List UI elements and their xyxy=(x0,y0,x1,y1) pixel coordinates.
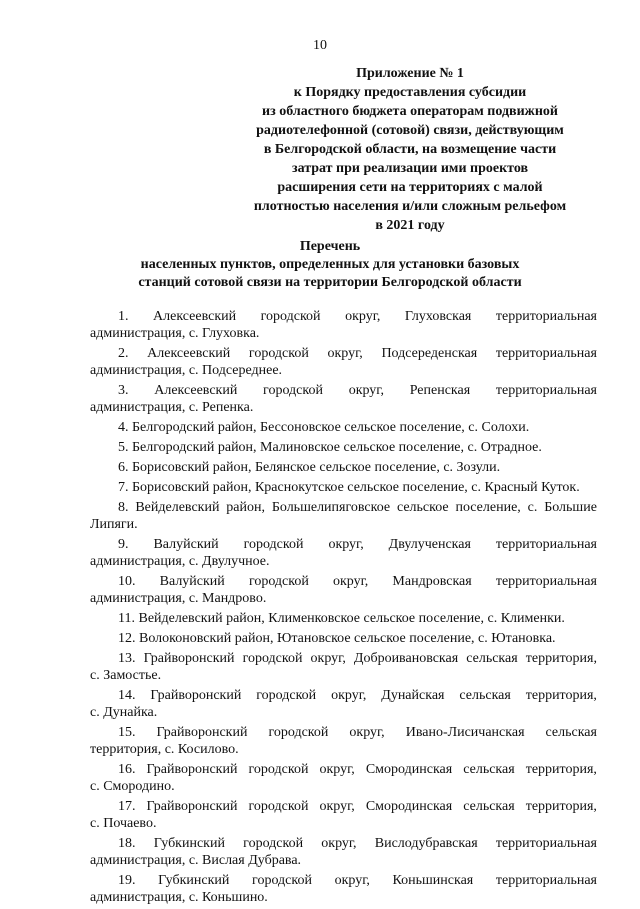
list-item-first-line xyxy=(118,798,597,815)
list-item-continuation: администрация, с. Репенка. xyxy=(90,400,254,415)
list-item-word: 17. xyxy=(118,799,136,814)
list-item-word: округ, xyxy=(331,688,367,703)
list-item-word: 13. xyxy=(118,651,136,666)
list-item-word: округ, xyxy=(334,873,370,888)
list-item-word: Алексеевский xyxy=(147,346,231,361)
list-item-word: Грайворонский xyxy=(146,799,238,814)
list-item-first-line: 12. Волоконовский район, Ютановское сельское поселение, с. Ютановка. xyxy=(118,631,556,646)
list-item-word: округ, xyxy=(349,725,385,740)
list-item xyxy=(90,761,597,795)
list-item-continuation: с. Почаево. xyxy=(90,816,157,831)
list-item-word: сельская xyxy=(459,688,511,703)
list-item-word: городской xyxy=(248,799,309,814)
list-item-word: сельская xyxy=(463,762,515,777)
list-item-continuation: Липяги. xyxy=(90,517,138,532)
list-item xyxy=(90,308,597,342)
title-heading: Перечень xyxy=(299,239,361,254)
list-item xyxy=(90,724,597,758)
appendix-line: в Белгородской области, на возмещение части xyxy=(263,142,557,157)
list-item-word: сельская xyxy=(545,725,597,740)
list-item-first-line: 6. Борисовский район, Белянское сельское поселение, с. Зозули. xyxy=(118,460,501,475)
list-item-first-line xyxy=(118,761,597,778)
list-item xyxy=(90,798,597,832)
list-item-first-line xyxy=(118,536,597,553)
list-item-first-line xyxy=(118,382,597,399)
list-item-word: Смородинская xyxy=(365,762,453,777)
list-item-word: 14. xyxy=(118,688,136,703)
document-title xyxy=(70,238,590,292)
list-item-word: Валуйский xyxy=(159,574,225,589)
list-item-continuation: администрация, с. Двулучное. xyxy=(90,554,270,569)
list-item xyxy=(90,345,597,379)
list-item-word: городской xyxy=(243,537,304,552)
list-item-word: городской xyxy=(268,725,329,740)
list-item-word: Репенская xyxy=(409,383,471,398)
list-item-word: Глуховская xyxy=(404,309,472,324)
list-item-word: Большие xyxy=(544,500,597,515)
list-item-word: территориальная xyxy=(495,346,597,361)
list-item-first-line xyxy=(118,650,597,667)
list-item xyxy=(90,610,597,627)
list-item-word: Коньшинская xyxy=(392,873,474,888)
list-item-word: городской xyxy=(256,688,317,703)
list-item-word: округ, xyxy=(327,346,363,361)
list-item xyxy=(90,687,597,721)
list-item-word: территориальная xyxy=(495,873,597,888)
list-item-first-line xyxy=(118,345,597,362)
appendix-line: расширения сети на территориях с малой xyxy=(277,180,543,195)
list-item-word: Мандровская xyxy=(392,574,472,589)
list-item-word: Грайворонский xyxy=(150,688,242,703)
list-item-word: округ, xyxy=(348,383,384,398)
list-item-word: округ, xyxy=(333,574,369,589)
list-item-first-line: 11. Вейделевский район, Клименковское сельское поселение, с. Клименки. xyxy=(118,611,565,626)
list-item-word: 15. xyxy=(118,725,136,740)
appendix-line: в 2021 году xyxy=(375,218,445,233)
list-item-word: 3. xyxy=(118,383,129,398)
list-item-word: территориальная xyxy=(495,537,597,552)
list-item xyxy=(90,479,597,496)
page-number: 10 xyxy=(313,38,327,53)
list-item-word: округ, xyxy=(321,836,357,851)
list-item-word: Большелипяговское xyxy=(271,500,391,515)
list-item-first-line xyxy=(118,687,597,704)
list-item-word: городской xyxy=(242,651,303,666)
list-item xyxy=(90,459,597,476)
list-item-continuation: с. Смородино. xyxy=(90,779,175,794)
list-item-first-line xyxy=(118,835,597,852)
list-item-word: территория, xyxy=(525,651,597,666)
list-item-continuation: администрация, с. Глуховка. xyxy=(90,326,260,341)
list-item xyxy=(90,439,597,456)
list-item-first-line xyxy=(118,573,597,590)
list-item-word: Вислодубравская xyxy=(374,836,478,851)
list-item-word: территория, xyxy=(525,688,597,703)
list-item-continuation: с. Замостье. xyxy=(90,668,162,683)
list-item-word: округ, xyxy=(328,537,364,552)
list-item-word: Вейделевский xyxy=(135,500,220,515)
list-item-word: Ивано-Лисичанская xyxy=(405,725,525,740)
list-item-word: городской xyxy=(263,383,323,398)
list-item-word: с. xyxy=(527,500,538,515)
list-item-word: Губкинский xyxy=(158,873,230,888)
list-item-word: округ, xyxy=(319,762,355,777)
list-item-word: 10. xyxy=(118,574,136,589)
list-item xyxy=(90,536,597,570)
list-item-word: Дунайская xyxy=(381,688,445,703)
list-item-word: территория, xyxy=(525,762,597,777)
list-item xyxy=(90,573,597,607)
list-item-word: территориальная xyxy=(495,836,597,851)
appendix-line: из областного бюджета операторам подвижной xyxy=(262,104,558,119)
list-item-first-line xyxy=(118,724,597,741)
list-item-word: городской xyxy=(248,346,309,361)
list-item-word: округ, xyxy=(319,799,355,814)
list-item-word: городской xyxy=(243,836,304,851)
appendix-line: к Порядку предоставления субсидии xyxy=(293,85,527,100)
list-item-word: Грайворонский xyxy=(146,762,238,777)
list-item-word: 1. xyxy=(118,309,129,324)
list-item-continuation: администрация, с. Мандрово. xyxy=(90,591,267,606)
list-item-word: округ, xyxy=(310,651,346,666)
list-item-word: городской xyxy=(252,873,312,888)
list-item-word: Алексеевский xyxy=(153,309,237,324)
list-item-word: территория, xyxy=(525,799,597,814)
list-item-word: Доброивановская xyxy=(353,651,459,666)
list-item-first-line: 5. Белгородский район, Малиновское сельское поселение, с. Отрадное. xyxy=(118,440,542,455)
list-item-first-line: 4. Белгородский район, Бессоновское сельское поселение, с. Солохи. xyxy=(118,420,530,435)
list-item-word: Подсереденская xyxy=(381,346,478,361)
list-item xyxy=(90,835,597,869)
list-item xyxy=(90,650,597,684)
list-item-word: 18. xyxy=(118,836,136,851)
list-item-word: район, xyxy=(226,500,265,515)
list-item-word: Валуйский xyxy=(153,537,219,552)
list-item-first-line: 7. Борисовский район, Краснокутское сельское поселение, с. Красный Куток. xyxy=(118,480,580,495)
list-item-word: Алексеевский xyxy=(154,383,238,398)
list-item-word: сельское xyxy=(396,500,449,515)
list-item-word: городской xyxy=(248,574,309,589)
list-item xyxy=(90,872,597,906)
list-item-word: территориальная xyxy=(495,383,597,398)
list-item-continuation: территория, с. Косилово. xyxy=(90,742,239,757)
list-item-continuation: администрация, с. Подсереднее. xyxy=(90,363,283,378)
list-item-first-line xyxy=(118,872,597,889)
title-line: населенных пунктов, определенных для установки базовых xyxy=(140,257,520,272)
list-item-word: 19. xyxy=(118,873,136,888)
list-item-word: 8. xyxy=(118,500,129,515)
list-item-word: территориальная xyxy=(495,309,597,324)
list-item-word: территориальная xyxy=(495,574,597,589)
list-item-word: городской xyxy=(248,762,309,777)
list-item-word: 16. xyxy=(118,762,136,777)
list-item-word: Смородинская xyxy=(365,799,453,814)
list-item-word: Двулученская xyxy=(388,537,471,552)
list-item xyxy=(90,419,597,436)
appendix-label: Приложение № 1 xyxy=(356,66,464,81)
appendix-line: радиотелефонной (сотовой) связи, действующим xyxy=(256,123,564,138)
list-item-word: Губкинский xyxy=(153,836,225,851)
list-item-word: Грайворонский xyxy=(156,725,248,740)
list-item-continuation: администрация, с. Коньшино. xyxy=(90,890,268,905)
list-item-word: городской xyxy=(260,309,321,324)
list-item-word: 9. xyxy=(118,537,129,552)
appendix-line: затрат при реализации ими проектов xyxy=(291,161,529,176)
list-item-continuation: с. Дунайка. xyxy=(90,705,158,720)
list-item-word: поселение, xyxy=(455,500,521,515)
title-line: станций сотовой связи на территории Белгородской области xyxy=(138,275,522,290)
list-item xyxy=(90,382,597,416)
list-item xyxy=(90,499,597,533)
list-item-word: 2. xyxy=(118,346,129,361)
list-item-word: Грайворонский xyxy=(143,651,235,666)
list-item-word: сельская xyxy=(463,799,515,814)
appendix-line: плотностью населения и/или сложным рельефом xyxy=(253,199,567,214)
list-item-word: округ, xyxy=(345,309,381,324)
list-item-word: сельская xyxy=(466,651,518,666)
list-item-first-line xyxy=(118,499,597,516)
list-item-first-line xyxy=(118,308,597,325)
settlement-list xyxy=(90,308,597,909)
list-item-continuation: администрация, с. Вислая Дубрава. xyxy=(90,853,302,868)
list-item xyxy=(90,630,597,647)
appendix-header xyxy=(240,64,580,235)
